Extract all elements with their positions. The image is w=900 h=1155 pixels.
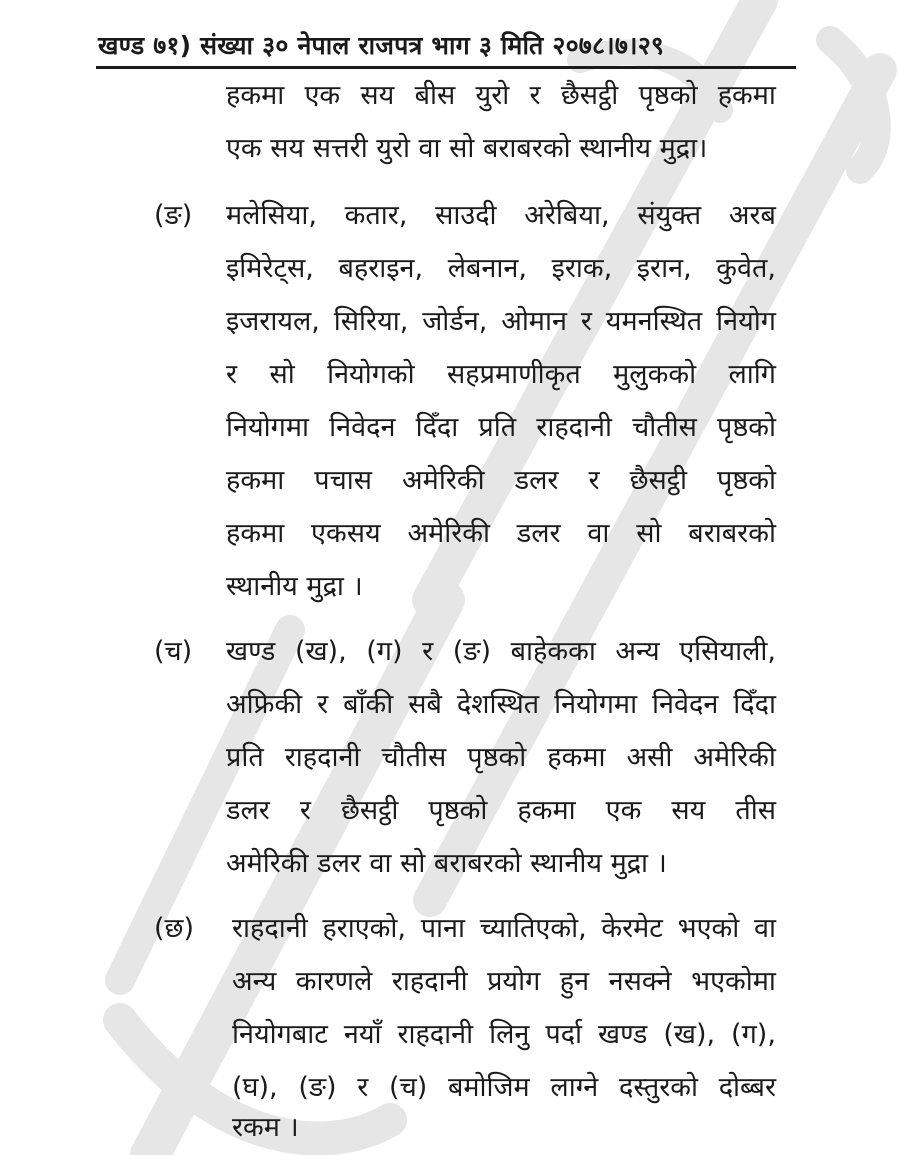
word: (ग), xyxy=(731,1019,776,1050)
word: लाग्ने xyxy=(550,1072,599,1103)
word: र xyxy=(299,795,311,826)
word: बाँकी xyxy=(343,689,394,720)
word: एकसय xyxy=(311,518,381,549)
word: नयाँ xyxy=(343,1019,382,1050)
word: (ख), xyxy=(663,1019,716,1050)
word: हराएको, xyxy=(322,913,406,944)
word: कुवेत, xyxy=(716,253,776,284)
header-rule xyxy=(96,66,796,69)
word: दिँदा xyxy=(415,412,459,443)
word: लेबनान, xyxy=(447,253,527,284)
word: डलर xyxy=(226,795,270,826)
clause-line: रकम । xyxy=(232,1112,299,1143)
word: बाहेकका xyxy=(510,636,596,667)
clause-line xyxy=(226,514,776,554)
word: ओमान xyxy=(501,306,567,337)
word: मुलुकको xyxy=(613,359,697,390)
clause-line xyxy=(226,355,776,395)
clause-line xyxy=(226,632,776,672)
word: भएको xyxy=(677,913,740,944)
word: र xyxy=(422,636,434,667)
word: र xyxy=(588,465,600,496)
word: पृष्ठको xyxy=(467,742,527,773)
word: असी xyxy=(626,742,673,773)
word: प्रति xyxy=(478,412,517,443)
word: संयुक्त xyxy=(637,200,702,231)
word: राहदानी xyxy=(397,1019,474,1050)
clause-marker: (ङ) xyxy=(154,200,193,231)
word: हकमा xyxy=(717,80,776,111)
word: डलर xyxy=(514,465,559,496)
word: एक xyxy=(304,80,341,111)
clause-line xyxy=(226,791,776,831)
word: एसियाली, xyxy=(679,636,776,667)
word: लागि xyxy=(728,359,776,390)
word: छैसट्ठी xyxy=(560,80,619,111)
word: अफ्रिकी xyxy=(226,689,303,720)
word: नियोगमा xyxy=(554,689,638,720)
word: अमेरिकी xyxy=(402,465,485,496)
word: लिनु xyxy=(489,1019,530,1050)
word: बमोजिम xyxy=(447,1072,530,1103)
word: छैसट्ठी xyxy=(629,465,687,496)
gazette-header: खण्ड ७१) संख्या ३० नेपाल राजपत्र भाग ३ मिति २०७८।७।२९ xyxy=(98,31,665,60)
word: पृष्ठको xyxy=(717,412,776,443)
word: पृष्ठको xyxy=(428,795,488,826)
word: (ख), xyxy=(294,636,347,667)
word: च्यातिएको, xyxy=(479,913,587,944)
word: सो xyxy=(636,518,662,549)
word: तीस xyxy=(735,795,776,826)
word: हकमा xyxy=(547,742,606,773)
word: यमनस्थित xyxy=(605,306,703,337)
word: बहराइन, xyxy=(338,253,424,284)
clause-line: स्थानीय मुद्रा । xyxy=(226,571,363,602)
word: सिरिया, xyxy=(333,306,409,337)
word: (ङ) xyxy=(452,636,492,667)
clause-line xyxy=(226,461,776,501)
word: चौतीस xyxy=(381,742,447,773)
word: कारणले xyxy=(295,966,373,997)
word: सो xyxy=(269,359,295,390)
word: प्रयोग xyxy=(487,966,541,997)
word: डलर xyxy=(516,518,561,549)
word: नियोगमा xyxy=(226,412,309,443)
word: नियोगको xyxy=(327,359,415,390)
word: निवेदन xyxy=(329,412,396,443)
word: दोब्बर xyxy=(718,1072,776,1103)
word: सय xyxy=(360,80,395,111)
clause-line xyxy=(226,408,776,448)
word: राहदानी xyxy=(232,913,308,944)
word: हकमा xyxy=(517,795,576,826)
word: कतार, xyxy=(344,200,408,231)
word: सय xyxy=(671,795,706,826)
word: मलेसिया, xyxy=(226,200,317,231)
clause-marker: (च) xyxy=(154,636,193,667)
word: हकमा xyxy=(226,80,285,111)
word: दस्तुरको xyxy=(618,1072,698,1103)
word: अरब xyxy=(728,200,776,231)
word: र xyxy=(357,1072,369,1103)
word: पाना xyxy=(420,913,465,944)
word: निवेदन xyxy=(652,689,719,720)
clause-line xyxy=(226,249,776,289)
word: राहदानी xyxy=(391,966,468,997)
word: राहदानी xyxy=(284,742,361,773)
clause-line xyxy=(226,196,776,236)
clause-marker: (छ) xyxy=(154,913,194,944)
word: वा xyxy=(587,518,610,549)
word: साउदी xyxy=(435,200,497,231)
word: देशस्थित xyxy=(456,689,540,720)
word: इमिरेट्स, xyxy=(226,253,314,284)
word: चौतीस xyxy=(632,412,697,443)
clause-line xyxy=(226,738,776,778)
word: जोर्डन, xyxy=(422,306,488,337)
word: राहदानी xyxy=(536,412,612,443)
word: अमेरिकी xyxy=(407,518,490,549)
word: (च) xyxy=(389,1072,428,1103)
intro-line: एक सय सत्तरी युरो वा सो बराबरको स्थानीय मुद्रा। xyxy=(226,133,708,164)
word: र xyxy=(317,689,329,720)
word: हुन xyxy=(559,966,590,997)
word: अरेबिया, xyxy=(524,200,610,231)
word: इजरायल, xyxy=(226,306,320,337)
word: इराक, xyxy=(551,253,613,284)
word: अन्य xyxy=(232,966,277,997)
word: बीस xyxy=(414,80,456,111)
clause-line xyxy=(232,962,776,1002)
word: नियोग xyxy=(716,306,776,337)
word: इरान, xyxy=(636,253,692,284)
word: एक xyxy=(605,795,642,826)
word: पृष्ठको xyxy=(638,80,698,111)
word: सहप्रमाणीकृत xyxy=(447,359,581,390)
word: वा xyxy=(753,913,776,944)
clause-line: अमेरिकी डलर वा सो बराबरको स्थानीय मुद्रा । xyxy=(226,848,667,879)
word: केरमेट xyxy=(601,913,663,944)
clause-line xyxy=(232,1068,776,1108)
word: खण्ड xyxy=(598,1019,648,1050)
word: पृष्ठको xyxy=(717,465,776,496)
word: र xyxy=(529,80,541,111)
word: दिँदा xyxy=(733,689,776,720)
word: नियोगबाट xyxy=(232,1019,328,1050)
clause-line xyxy=(232,1015,776,1055)
word: र xyxy=(226,359,238,390)
word: बराबरको xyxy=(688,518,776,549)
word: र xyxy=(580,306,592,337)
word: (ग) xyxy=(366,636,403,667)
word: अन्य xyxy=(615,636,660,667)
word: (ङ) xyxy=(298,1072,337,1103)
word: भएकोमा xyxy=(691,966,776,997)
word: सबै xyxy=(408,689,442,720)
word: पर्दा xyxy=(545,1019,583,1050)
intro-line xyxy=(226,76,776,116)
word: अमेरिकी xyxy=(693,742,776,773)
clause-line xyxy=(232,909,776,949)
word: युरो xyxy=(475,80,510,111)
word: हकमा xyxy=(226,518,285,549)
word: नसक्ने xyxy=(608,966,672,997)
word: हकमा xyxy=(226,465,285,496)
word: प्रति xyxy=(226,742,264,773)
word: खण्ड xyxy=(226,636,276,667)
word: (घ), xyxy=(232,1072,278,1103)
clause-line xyxy=(226,302,776,342)
word: छैसट्ठी xyxy=(340,795,399,826)
word: पचास xyxy=(314,465,372,496)
clause-line xyxy=(226,685,776,725)
